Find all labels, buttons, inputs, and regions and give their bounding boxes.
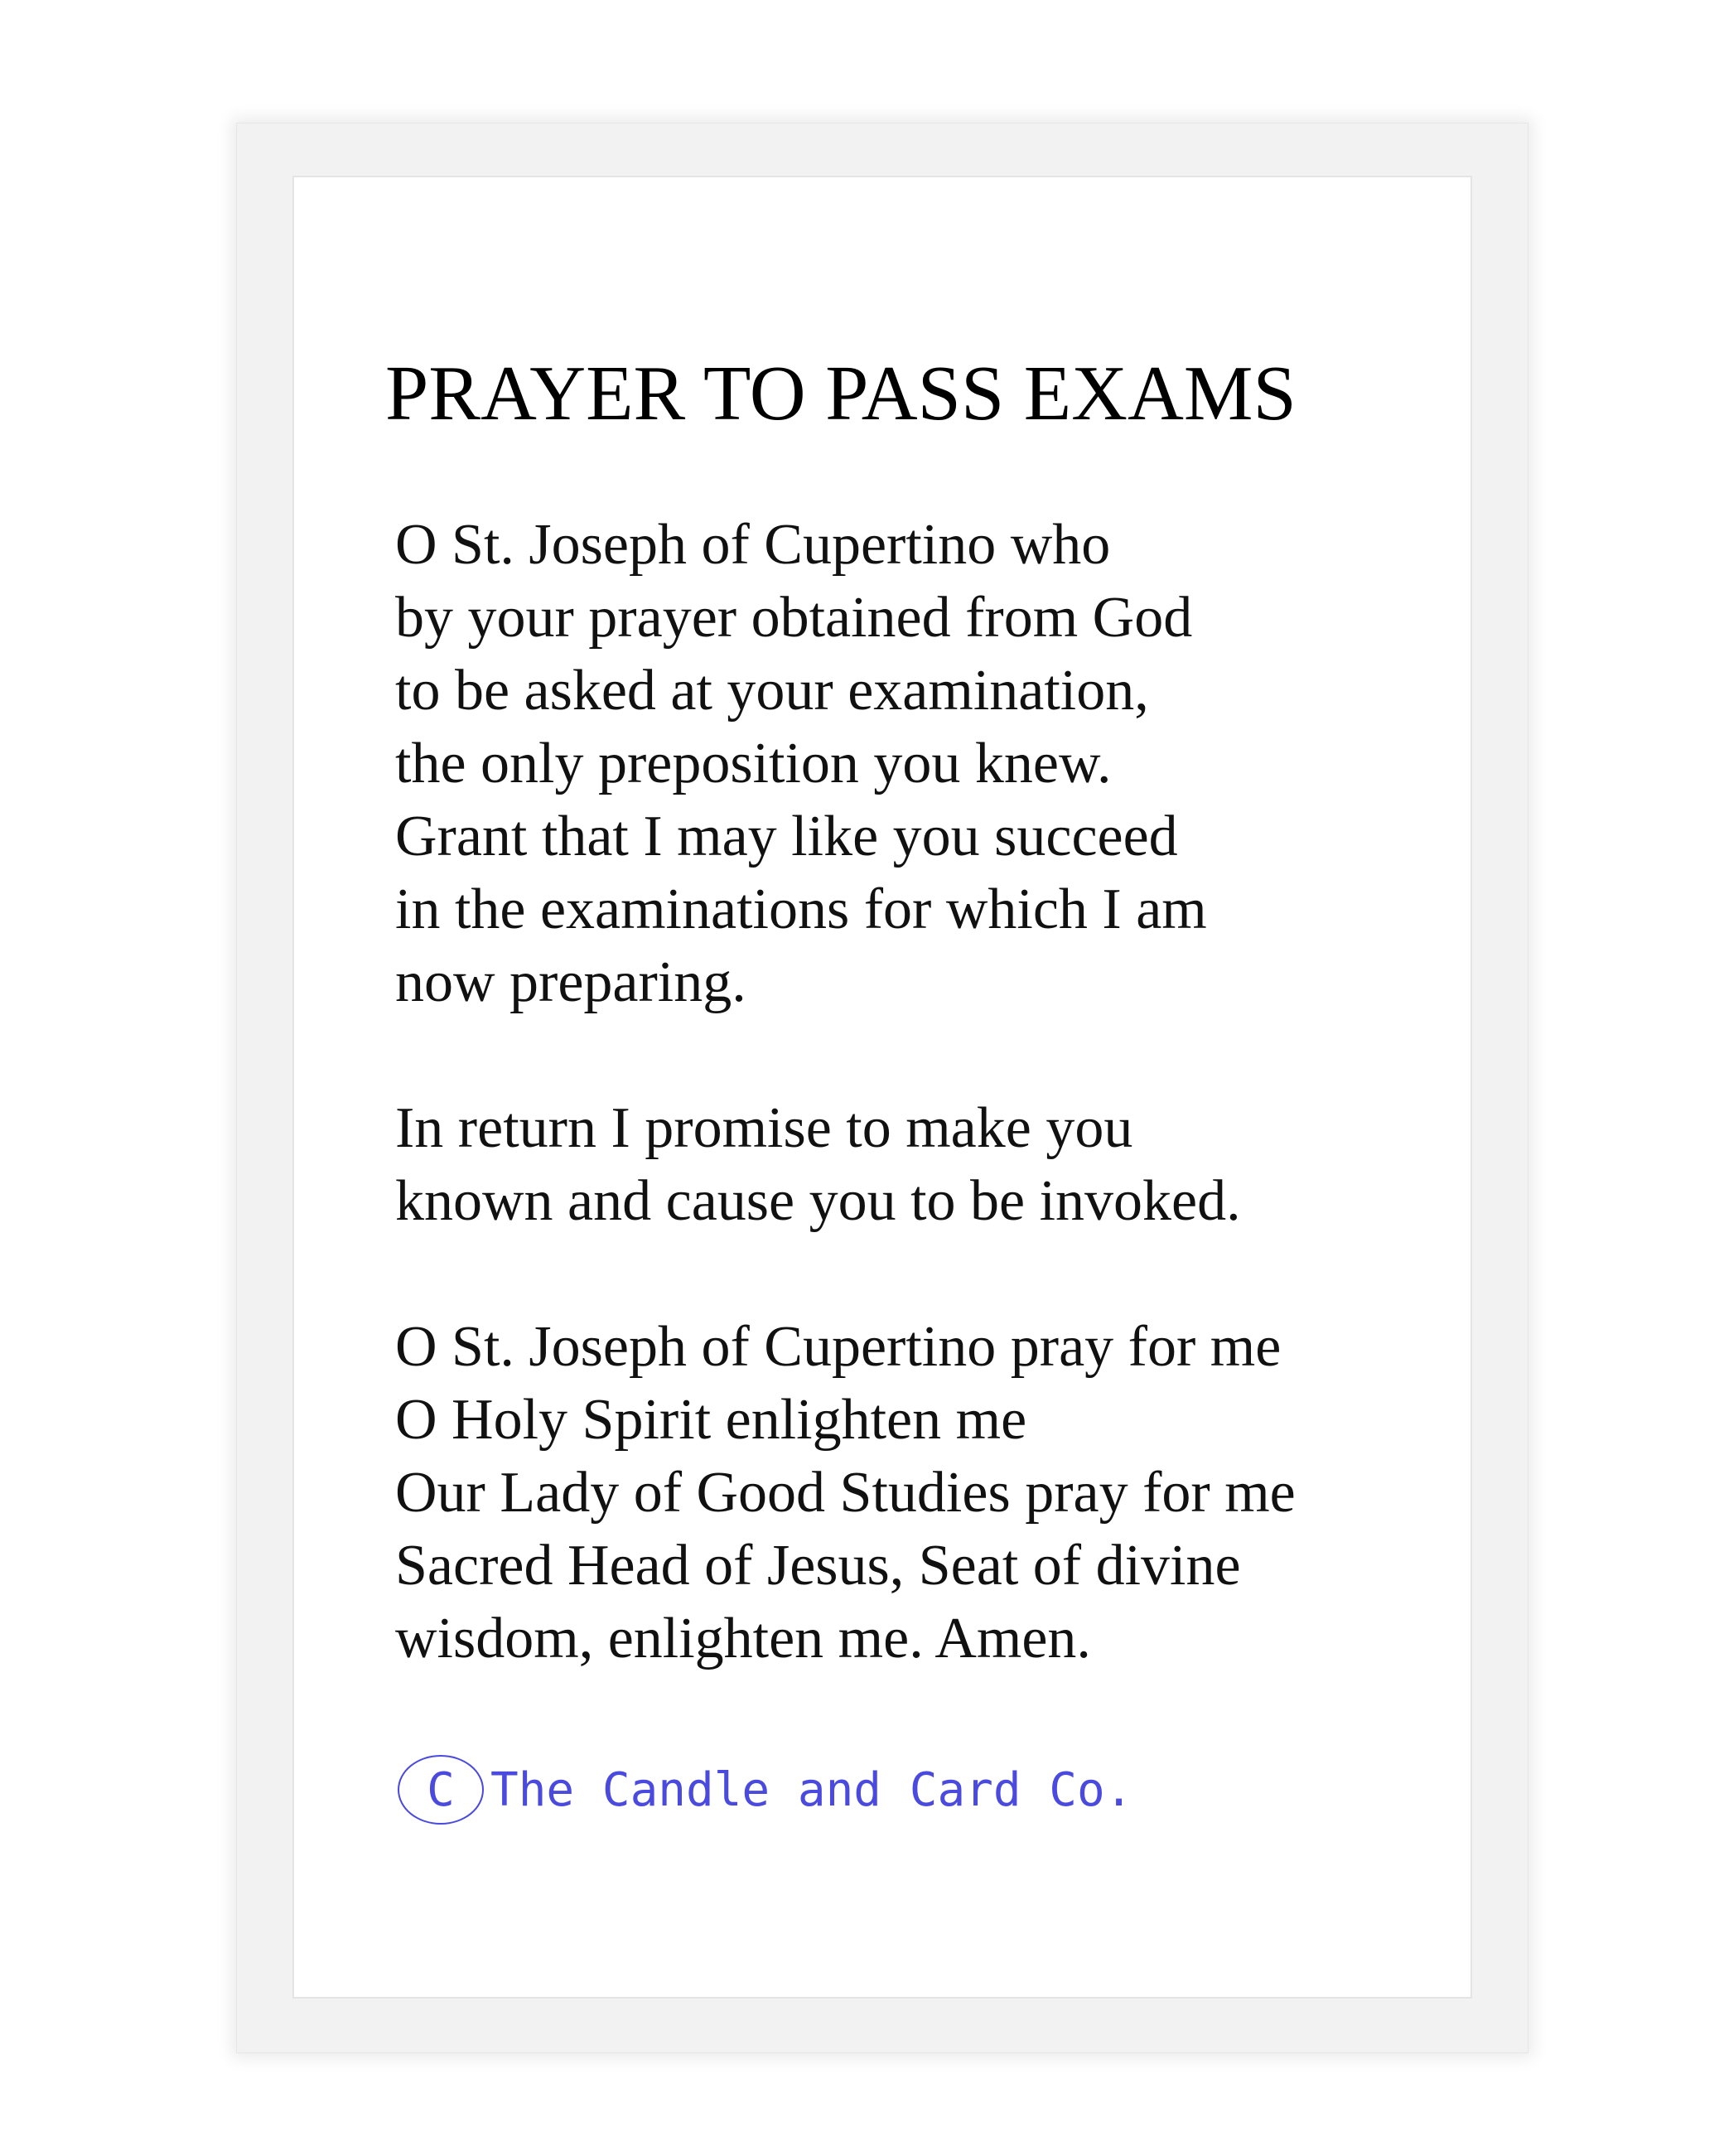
- prayer-card: [292, 176, 1472, 1999]
- prayer-line: in the examinations for which I am: [395, 877, 1207, 941]
- prayer-line: Sacred Head of Jesus, Seat of divine: [395, 1534, 1241, 1598]
- copyright-notice: [398, 1755, 1132, 1825]
- prayer-line: the only preposition you knew.: [395, 732, 1112, 795]
- prayer-line: wisdom, enlighten me. Amen.: [395, 1607, 1091, 1670]
- prayer-paragraph-2: [395, 1092, 1241, 1238]
- prayer-line: O St. Joseph of Cupertino who: [395, 513, 1111, 577]
- prayer-line: known and cause you to be invoked.: [395, 1169, 1241, 1233]
- prayer-paragraph-1: [395, 509, 1207, 1019]
- prayer-line: now preparing.: [395, 950, 746, 1014]
- prayer-line: In return I promise to make you: [395, 1096, 1133, 1160]
- copyright-icon: C: [398, 1755, 484, 1825]
- prayer-paragraph-3: [395, 1311, 1296, 1675]
- prayer-line: Grant that I may like you succeed: [395, 805, 1178, 868]
- prayer-title: PRAYER TO PASS EXAMS: [385, 350, 1297, 437]
- prayer-line: O St. Joseph of Cupertino pray for me: [395, 1315, 1282, 1379]
- prayer-line: Our Lady of Good Studies pray for me: [395, 1461, 1296, 1525]
- prayer-line: by your prayer obtained from God: [395, 586, 1193, 650]
- prayer-line: to be asked at your examination,: [395, 659, 1149, 723]
- copyright-text: The Candle and Card Co.: [490, 1762, 1133, 1817]
- prayer-line: O Holy Spirit enlighten me: [395, 1388, 1027, 1452]
